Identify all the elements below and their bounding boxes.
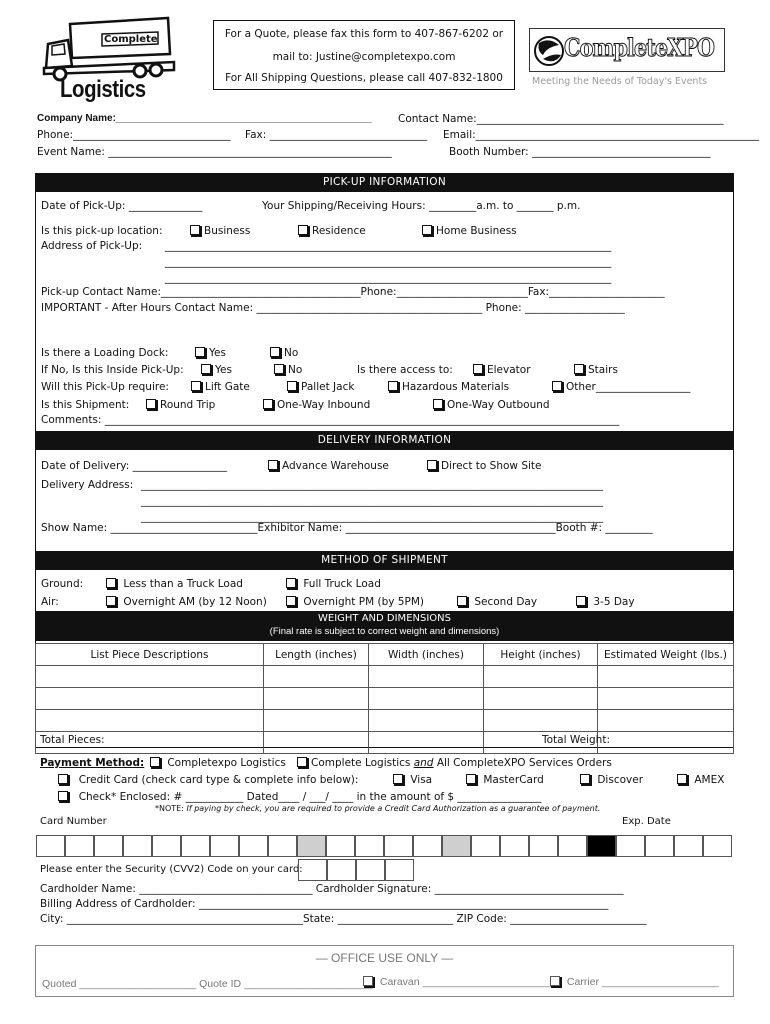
pickup-address-line-1[interactable]: _____________________________________________________________________________________ [165, 240, 612, 252]
require-label: Will this Pick-Up require: [41, 381, 169, 393]
inside-no[interactable]: No [274, 364, 302, 376]
checkbox-icon [150, 757, 160, 767]
card-digit-box[interactable] [123, 835, 152, 857]
require-pallet-jack[interactable]: Pallet Jack [287, 381, 354, 393]
opt-three-five-day[interactable]: 3-5 Day [576, 596, 635, 608]
show-name-field[interactable]: Show Name: ____________________________Exhibitor Name: ________________________________________Booth #: _________ [41, 522, 653, 534]
checkbox-icon [393, 774, 403, 784]
card-digit-box[interactable] [36, 835, 65, 857]
card-digit-box[interactable] [297, 835, 326, 857]
pickup-contact-field[interactable]: Pick-up Contact Name:______________________________________Phone:_________________________Fax:______________________ [41, 286, 665, 298]
weight-heading: WEIGHT AND DIMENSIONS [318, 613, 451, 624]
pickup-address-line-3[interactable]: _____________________________________________________________________________________ [165, 272, 612, 284]
opt-overnight-am[interactable]: Overnight AM (by 12 Noon) [106, 596, 267, 608]
delivery-date-field[interactable]: Date of Delivery: __________________ [41, 460, 228, 472]
table-row[interactable] [36, 688, 734, 710]
require-hazardous[interactable]: Hazardous Materials [388, 381, 509, 393]
opt-business[interactable]: Business [190, 225, 250, 237]
event-name-field[interactable]: Event Name: ______________________________________________________ [37, 146, 392, 158]
total-weight-field[interactable]: Total Weight: [542, 734, 610, 746]
dock-yes[interactable]: Yes [195, 347, 226, 359]
opt-ltl[interactable]: Less than a Truck Load [106, 578, 243, 590]
opt-visa[interactable]: Visa [393, 774, 432, 786]
delivery-address-line-1[interactable]: ________________________________________________________________________________________ [141, 479, 603, 491]
card-digit-box[interactable] [442, 835, 471, 857]
checkbox-icon [457, 596, 467, 606]
opt-complete-logistics[interactable]: Complete Logistics and All CompleteXPO Services Orders [297, 757, 612, 769]
card-number-boxes[interactable] [36, 835, 734, 857]
checkbox-icon [274, 364, 284, 374]
card-digit-box[interactable] [674, 835, 703, 857]
card-digit-box[interactable] [471, 835, 500, 857]
card-digit-box[interactable] [500, 835, 529, 857]
quote-line-2: mail to: Justine@completexpo.com [272, 51, 456, 63]
pickup-address-label: Address of Pick-Up: [41, 240, 143, 252]
checkbox-icon [388, 381, 398, 391]
dock-no[interactable]: No [270, 347, 298, 359]
checkbox-icon [263, 399, 273, 409]
checkbox-icon [576, 596, 586, 606]
checkbox-icon [427, 460, 437, 470]
card-digit-box[interactable] [239, 835, 268, 857]
col-header: Estimated Weight (lbs.) [598, 644, 734, 666]
shipment-label: Is this Shipment: [41, 399, 130, 411]
checkbox-icon [191, 381, 201, 391]
brand-tagline: Meeting the Needs of Today's Events [532, 76, 708, 87]
pickup-address-line-2[interactable]: _____________________________________________________________________________________ [165, 256, 612, 268]
weight-subheading: (Final rate is subject to correct weight and dimensions) [269, 626, 500, 637]
card-digit-box[interactable] [210, 835, 239, 857]
checkbox-icon [297, 757, 307, 767]
quote-line-1: For a Quote, please fax this form to 407-867-6202 or [224, 28, 504, 40]
pickup-hours-field[interactable]: Your Shipping/Receiving Hours: _________a.m. to _______ p.m. [262, 200, 581, 212]
col-header: List Piece Descriptions [36, 644, 264, 666]
checkbox-icon [106, 578, 116, 588]
card-digit-box[interactable] [587, 835, 616, 857]
truck-icon [40, 14, 190, 84]
checkbox-icon [550, 976, 560, 986]
shipment-round-trip[interactable]: Round Trip [146, 399, 215, 411]
opt-completexpo-logistics[interactable]: Completexpo Logistics [150, 757, 286, 769]
truck-label: Complete [104, 34, 158, 45]
opt-caravan[interactable]: Caravan ______________________ [363, 976, 551, 988]
checkbox-icon [287, 381, 297, 391]
city-state-zip-field[interactable]: City: _____________________________________________State: ______________________ ZIP Code: __________________________ [40, 913, 647, 925]
require-lift-gate[interactable]: Lift Gate [191, 381, 250, 393]
billing-address-field[interactable]: Billing Address of Cardholder: ______________________________________________________________________________ [40, 898, 609, 910]
air-label: Air: [41, 596, 59, 608]
table-row[interactable] [36, 710, 734, 732]
checkbox-icon [363, 976, 373, 986]
globe-icon [533, 33, 565, 69]
checkbox-icon [580, 774, 590, 784]
card-digit-box[interactable] [326, 835, 355, 857]
logistics-logo [40, 14, 190, 106]
checkbox-icon [677, 774, 687, 784]
quoted-field[interactable]: Quoted ____________________ Quote ID ______________________ [42, 978, 373, 990]
shipment-one-way-inbound[interactable]: One-Way Inbound [263, 399, 370, 411]
opt-second-day[interactable]: Second Day [457, 596, 537, 608]
cvv-box-3[interactable] [356, 859, 385, 881]
cvv-box-4[interactable] [385, 859, 414, 881]
checkbox-icon [433, 399, 443, 409]
checkbox-icon [270, 347, 280, 357]
shipment-one-way-outbound[interactable]: One-Way Outbound [433, 399, 550, 411]
completexpo-logo [529, 28, 725, 72]
checkbox-icon [58, 791, 68, 801]
cardholder-name-field[interactable]: Cardholder Name: _________________________________ Cardholder Signature: ____________________________________ [40, 883, 624, 895]
checkbox-icon [146, 399, 156, 409]
card-digit-box[interactable] [616, 835, 645, 857]
card-digit-box[interactable] [268, 835, 297, 857]
delivery-address-line-3[interactable]: ________________________________________________________________________________________ [141, 511, 603, 523]
card-digit-box[interactable] [94, 835, 123, 857]
opt-home-business[interactable]: Home Business [422, 225, 517, 237]
logistics-title: Logistics [60, 76, 146, 103]
checkbox-icon [466, 774, 476, 784]
card-digit-box[interactable] [152, 835, 181, 857]
security-code-label: Please enter the Security (CVV2) Code on your card: [40, 864, 303, 875]
phone-field[interactable]: Phone:______________________________ [37, 129, 231, 141]
email-field[interactable]: Email:______________________________________________________ [443, 129, 760, 141]
brand-name: CompleteXPO [564, 33, 715, 62]
ground-label: Ground: [41, 578, 84, 590]
comments-field[interactable]: Comments: __________________________________________________________________________________________________ [41, 414, 620, 426]
method-heading: METHOD OF SHIPMENT [35, 551, 734, 570]
delivery-address-label: Delivery Address: [41, 479, 134, 491]
checkbox-icon [190, 225, 200, 235]
card-digit-box[interactable] [645, 835, 674, 857]
opt-direct-show[interactable]: Direct to Show Site [427, 460, 541, 472]
checkbox-icon [473, 364, 483, 374]
check-note: *NOTE: If paying by check, you are required to provide a Credit Card Authorization as a guarantee of payment. [155, 804, 601, 813]
card-digit-box[interactable] [558, 835, 587, 857]
opt-mastercard[interactable]: MasterCard [466, 774, 544, 786]
office-use-heading: — OFFICE USE ONLY — [315, 951, 454, 965]
opt-credit-card[interactable]: Credit Card (check card type & complete info below): [58, 774, 358, 786]
card-digit-box[interactable] [65, 835, 94, 857]
contact-name-field[interactable]: Contact Name:_______________________________________________ [398, 113, 724, 125]
total-pieces-field[interactable]: Total Pieces: [40, 734, 105, 746]
payment-label: Payment Method: [40, 757, 145, 769]
access-elevator[interactable]: Elevator [473, 364, 531, 376]
opt-overnight-pm[interactable]: Overnight PM (by 5PM) [286, 596, 424, 608]
card-number-label: Card Number [40, 816, 107, 827]
card-digit-box[interactable] [181, 835, 210, 857]
opt-check[interactable]: Check* Enclosed: # ___________ Dated____ / ___/ ____ in the amount of $ ________________ [58, 791, 541, 803]
pickup-date-field[interactable]: Date of Pick-Up: ______________ [41, 200, 203, 212]
access-stairs[interactable]: Stairs [574, 364, 618, 376]
opt-carrier[interactable]: Carrier ____________________ [550, 976, 719, 988]
checkbox-icon [268, 460, 278, 470]
checkbox-icon [574, 364, 584, 374]
require-other[interactable]: Other__________________ [552, 381, 690, 393]
opt-discover[interactable]: Discover [580, 774, 643, 786]
checkbox-icon [201, 364, 211, 374]
quote-line-3: For All Shipping Questions, please call 407-832-1800 [225, 72, 503, 84]
checkbox-icon [422, 225, 432, 235]
card-digit-box[interactable] [413, 835, 442, 857]
card-digit-box[interactable] [384, 835, 413, 857]
opt-ftl[interactable]: Full Truck Load [286, 578, 381, 590]
col-header: Height (inches) [484, 644, 598, 666]
checkbox-icon [286, 578, 296, 588]
col-header: Width (inches) [369, 644, 484, 666]
opt-amex[interactable]: AMEX [677, 774, 724, 786]
inside-yes[interactable]: Yes [201, 364, 232, 376]
opt-advance-warehouse[interactable]: Advance Warehouse [268, 460, 389, 472]
checkbox-icon [298, 225, 308, 235]
company-name-field[interactable]: Company Name:______________________________________________ [37, 113, 372, 124]
checkbox-icon [106, 596, 116, 606]
booth-number-field[interactable]: Booth Number: __________________________________ [449, 146, 711, 158]
location-label: Is this pick-up location: [41, 225, 163, 237]
delivery-address-line-2[interactable]: ________________________________________________________________________________________ [141, 495, 603, 507]
checkbox-icon [552, 381, 562, 391]
exp-date-label: Exp. Date [622, 816, 671, 827]
access-label: Is there access to: [357, 364, 453, 376]
pickup-heading: PICK-UP INFORMATION [35, 173, 734, 192]
checkbox-icon [286, 596, 296, 606]
card-digit-box[interactable] [355, 835, 384, 857]
after-hours-field[interactable]: IMPORTANT - After Hours Contact Name: ___________________________________________ Phone: ___________________ [41, 302, 625, 314]
card-digit-box[interactable] [529, 835, 558, 857]
table-row[interactable] [36, 666, 734, 688]
cvv-box-2[interactable] [327, 859, 356, 881]
cvv-box-1[interactable] [298, 859, 327, 881]
delivery-heading: DELIVERY INFORMATION [35, 431, 734, 450]
card-digit-box[interactable] [703, 835, 732, 857]
checkbox-icon [195, 347, 205, 357]
inside-label: If No, Is this Inside Pick-Up: [41, 364, 184, 376]
col-header: Length (inches) [264, 644, 369, 666]
fax-field[interactable]: Fax: ______________________________ [245, 129, 428, 141]
dock-label: Is there a Loading Dock: [41, 347, 169, 359]
dimensions-table [35, 643, 734, 754]
checkbox-icon [58, 774, 68, 784]
table-row[interactable] [36, 732, 734, 754]
table-header [36, 644, 734, 666]
opt-residence[interactable]: Residence [298, 225, 366, 237]
